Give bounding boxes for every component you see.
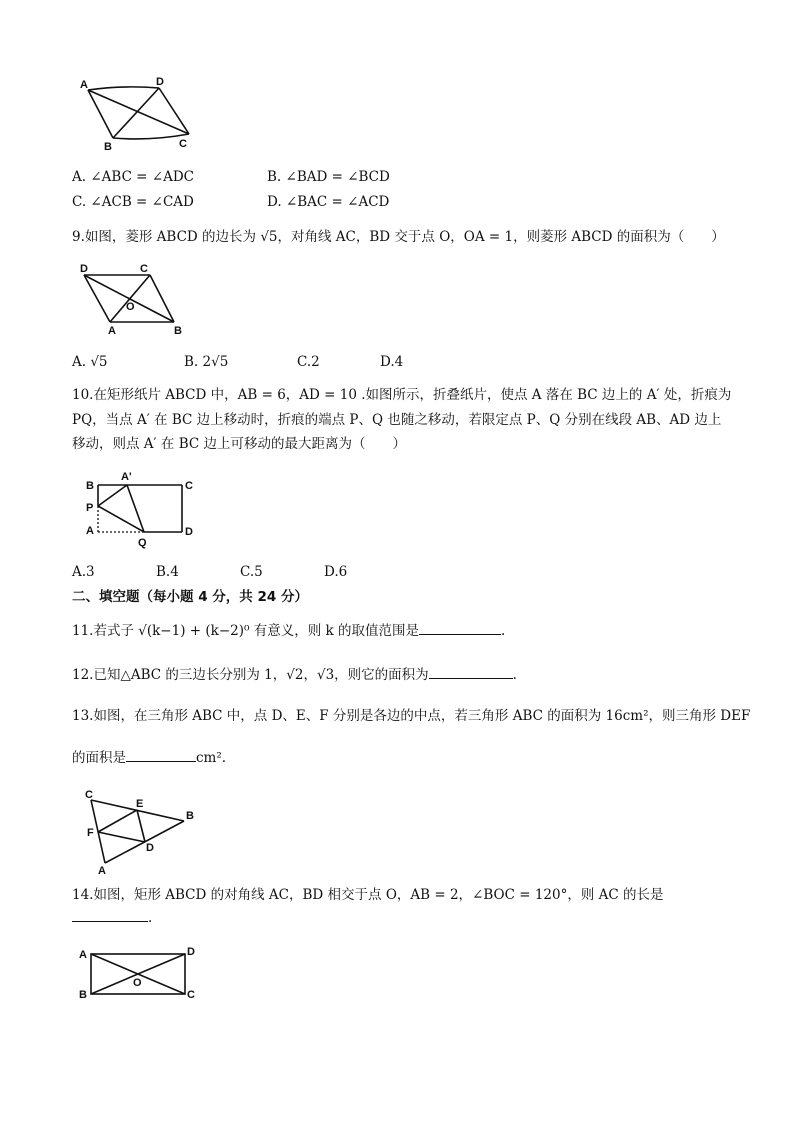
q10-question-line3: 移动，则点 A′ 在 BC 边上可移动的最大距离为（ ） (72, 436, 406, 452)
q11-text: 11.若式子 √(k−1) + (k−2)⁰ 有意义，则 k 的取值范围是 (72, 623, 419, 639)
q10-question-line2: PQ，当点 A′ 在 BC 边上移动时，折痕的端点 P、Q 也随之移动，若限定点 P、Q 分别在线段 AB、AD 边上 (72, 412, 722, 428)
q10-label-d: D (185, 526, 193, 538)
q9-option-d: D.4 (380, 354, 404, 370)
q10-option-c: C.5 (240, 564, 263, 580)
q9-option-a: A. √5 (72, 354, 108, 370)
q14-rectangle-diagonals-diagram (76, 942, 202, 1008)
q13-figure (82, 786, 202, 876)
q10-label-b: B (86, 480, 94, 492)
q8-label-d: D (156, 76, 164, 88)
q8-label-c: C (179, 138, 187, 150)
q13-label-c: C (85, 789, 93, 801)
q10-label-aprime: A' (121, 471, 132, 483)
q13-answer-blank[interactable] (126, 747, 196, 762)
q9-label-c: C (140, 263, 148, 275)
q10-label-a: A (86, 525, 94, 537)
q13-question-line2 (72, 747, 226, 768)
q10-option-b: B.4 (156, 564, 179, 580)
q13-triangle-midpoints-diagram (82, 786, 202, 876)
q8-parallelogram-diagram (76, 74, 196, 156)
q8-figure (76, 74, 196, 156)
q13-unit: cm². (196, 750, 227, 766)
q10-label-c: C (185, 480, 193, 492)
q14-label-a: A (79, 949, 87, 961)
q13-text: 的面积是 (72, 750, 126, 766)
q9-figure (76, 260, 196, 338)
q12-text-end: . (512, 667, 517, 683)
q9-label-d: D (80, 263, 88, 275)
q13-label-a: A (98, 865, 106, 876)
q14-figure (76, 942, 202, 1008)
q10-label-q: Q (138, 537, 147, 549)
q9-label-a: A (108, 325, 116, 337)
q9-label-b: B (174, 325, 182, 337)
q10-label-p: P (86, 502, 94, 514)
q11-question (72, 620, 505, 641)
q10-figure (82, 470, 202, 550)
q13-label-b: B (186, 810, 194, 822)
q12-question (72, 664, 517, 685)
q9-label-o: O (126, 301, 135, 313)
q8-option-c: C. ∠ACB = ∠CAD (72, 194, 194, 210)
q8-label-b: B (104, 141, 112, 153)
q10-folded-rectangle-diagram (82, 470, 202, 550)
q10-option-d: D.6 (324, 564, 348, 580)
q9-question-text: 9.如图，菱形 ABCD 的边长为 √5，对角线 AC，BD 交于点 O，OA = 1，则菱形 ABCD 的面积为（ ） (72, 229, 725, 245)
q13-label-d: D (146, 842, 154, 854)
q14-text-end: . (148, 910, 153, 926)
q8-option-b: B. ∠BAD = ∠BCD (267, 169, 390, 185)
q10-question-line1: 10.在矩形纸片 ABCD 中，AB = 6，AD = 10 .如图所示，折叠纸片，使点 A 落在 BC 边上的 A′ 处，折痕为 (72, 387, 732, 403)
q13-question-line1: 13.如图，在三角形 ABC 中，点 D、E、F 分别是各边的中点，若三角形 ABC 的面积为 16cm²，则三角形 DEF (72, 708, 751, 724)
section-title-fill-in: 二、填空题（每小题 4 分，共 24 分） (72, 589, 308, 605)
q9-option-c: C.2 (297, 354, 320, 370)
q8-label-a: A (80, 79, 88, 91)
q11-text-end: . (500, 623, 506, 639)
q9-option-b: B. 2√5 (184, 354, 229, 370)
q8-option-a: A. ∠ABC = ∠ADC (72, 169, 195, 185)
q9-rhombus-diagram (76, 260, 196, 338)
q8-option-d: D. ∠BAC = ∠ACD (267, 194, 390, 210)
q12-answer-blank[interactable] (429, 664, 513, 679)
q14-label-o: O (133, 977, 142, 989)
q14-label-d: D (187, 946, 195, 958)
q10-option-a: A.3 (72, 564, 95, 580)
q14-label-c: C (187, 989, 195, 1001)
q14-answer-blank[interactable] (72, 907, 148, 922)
q11-answer-blank[interactable] (419, 620, 501, 635)
q14-question-line2 (72, 907, 152, 928)
q14-question-line1: 14.如图，矩形 ABCD 的对角线 AC，BD 相交于点 O，AB = 2，∠BOC = 120°，则 AC 的长是 (72, 887, 664, 903)
q12-text: 12.已知△ABC 的三边长分别为 1，√2，√3，则它的面积为 (72, 667, 429, 683)
q14-label-b: B (79, 989, 87, 1001)
q13-label-f: F (87, 827, 94, 839)
q13-label-e: E (136, 798, 144, 810)
